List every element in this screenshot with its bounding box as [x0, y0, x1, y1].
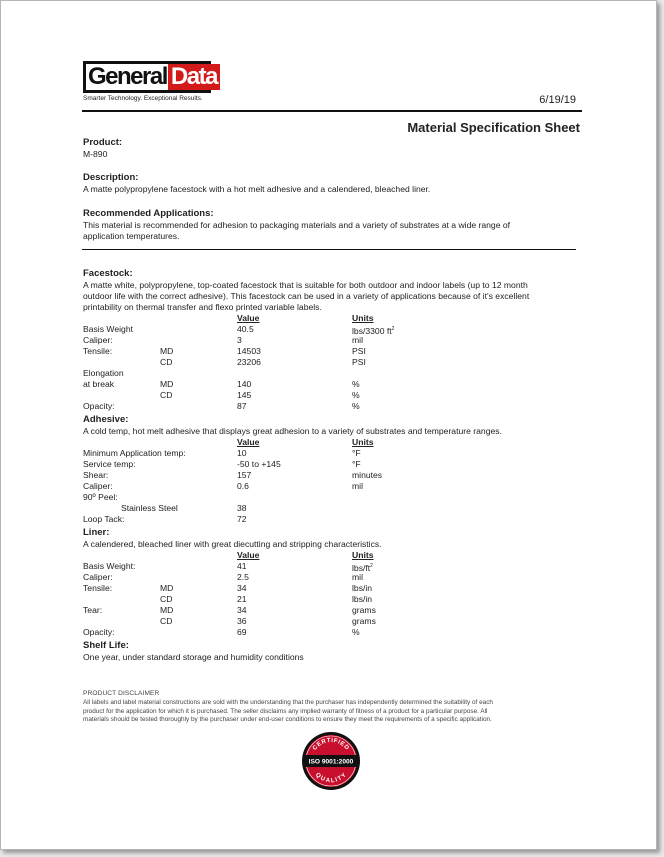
facestock-caliper-units: mil [352, 335, 363, 345]
liner-tear-cd: CD [160, 616, 173, 626]
product-heading: Product: [83, 137, 123, 148]
liner-tear-cd-value: 36 [237, 616, 247, 626]
product-value: M-890 [83, 149, 108, 159]
liner-opacity-units: % [352, 627, 360, 637]
disclaimer-heading: PRODUCT DISCLAIMER [83, 690, 160, 697]
liner-tear-cd-units: grams [352, 616, 376, 626]
shelf-life-heading: Shelf Life: [83, 640, 129, 651]
facestock-basis-units: lbs/3300 $ft^2$ [352, 326, 395, 336]
facestock-opacity-value: 87 [237, 401, 247, 411]
iso-certified-seal-icon [301, 731, 361, 791]
liner-value-header: Value [237, 550, 260, 560]
logo-tagline: Smarter Technology. Exceptional Results. [83, 95, 203, 102]
facestock-tensile-md-value: 14503 [237, 346, 261, 356]
adhesive-steel-value: 38 [237, 503, 247, 513]
facestock-elongation-md-units: % [352, 379, 360, 389]
adhesive-text: A cold temp, hot melt adhesive that displays great adhesion to a variety of substrates and temperature ranges. [83, 426, 502, 436]
liner-units-header: Units [352, 550, 374, 560]
facestock-caliper-value: 3 [237, 335, 242, 345]
section-divider [82, 249, 576, 250]
description-heading: Description: [83, 172, 139, 183]
liner-opacity-label: Opacity: [83, 627, 115, 637]
adhesive-service-label: Service temp: [83, 459, 136, 469]
liner-basis-units: lbs/$ft^2$ [352, 563, 373, 573]
facestock-line-3: printability on thermal transfer and flexo printed variable labels. [83, 302, 322, 312]
adhesive-min-app-value: 10 [237, 448, 247, 458]
header-divider [82, 110, 582, 112]
liner-tensile-cd: CD [160, 594, 173, 604]
liner-tear-label: Tear: [83, 605, 103, 615]
adhesive-min-app-label: Minimum Application temp: [83, 448, 186, 458]
facestock-line-2: outdoor life with the correct adhesive). This facestock can be used in a variety of applications because of it's excellent [83, 291, 530, 301]
adhesive-caliper-units: mil [352, 481, 363, 491]
description-text: A matte polypropylene facestock with a hot melt adhesive and a calendered, bleached liner. [83, 184, 431, 194]
adhesive-service-units: °F [352, 459, 361, 469]
facestock-elongation-md: MD [160, 379, 174, 389]
liner-opacity-value: 69 [237, 627, 247, 637]
document-date: 6/19/19 [539, 94, 576, 106]
disclaimer-text [83, 699, 583, 725]
liner-tear-md-units: grams [352, 605, 376, 615]
adhesive-caliper-label: Caliper: [83, 481, 113, 491]
adhesive-service-value: -50 to +145 [237, 459, 281, 469]
recommended-line-2: application temperatures. [83, 231, 180, 241]
liner-tensile-cd-units: lbs/in [352, 594, 373, 604]
seal-top-text: CERTIFIED [312, 737, 350, 752]
seal-middle-text: ISO 9001:2000 [308, 758, 354, 766]
liner-basis-value: 41 [237, 561, 247, 571]
facestock-line-1: A matte white, polypropylene, top-coated facestock that is suitable for both outdoor and indoor labels (up to 12 month [83, 280, 528, 290]
adhesive-units-header: Units [352, 437, 374, 447]
liner-tensile-md-units: lbs/in [352, 583, 373, 593]
disclaimer-line-3: materials should be tested thoroughly by the purchaser under end-user conditions to ensure they meet the requirements of a specific application. [83, 716, 492, 724]
adhesive-steel-label: Stainless Steel [121, 503, 178, 513]
facestock-elongation-label: Elongation [83, 368, 124, 378]
liner-tensile-cd-value: 21 [237, 594, 247, 604]
facestock-opacity-units: % [352, 401, 360, 411]
facestock-tensile-md: MD [160, 346, 174, 356]
adhesive-peel-label: 90º Peel: [83, 492, 118, 502]
adhesive-heading: Adhesive: [83, 414, 129, 425]
liner-text: A calendered, bleached liner with great diecutting and stripping characteristics. [83, 539, 382, 549]
liner-heading: Liner: [83, 527, 110, 538]
disclaimer-line-2: product for the application for which it is purchased. The seller disclaims any implied warranty of fitness of a product for a particular purpose. All [83, 707, 488, 715]
adhesive-loop-label: Loop Tack: [83, 514, 125, 524]
liner-caliper-label: Caliper: [83, 572, 113, 582]
facestock-value-header: Value [237, 313, 260, 323]
facestock-basis-label: Basis Weight [83, 324, 133, 334]
disclaimer-line-1: All labels and label material constructions are sold with the understanding that the purchaser has independently determined the suitability of each [83, 699, 493, 706]
facestock-elongation-cd-value: 145 [237, 390, 252, 400]
liner-tear-md-value: 34 [237, 605, 247, 615]
facestock-tensile-md-units: PSI [352, 346, 366, 356]
facestock-elongation-md-value: 140 [237, 379, 252, 389]
adhesive-shear-units: minutes [352, 470, 383, 480]
facestock-opacity-label: Opacity: [83, 401, 115, 411]
liner-tensile-md: MD [160, 583, 174, 593]
facestock-caliper-label: Caliper: [83, 335, 113, 345]
facestock-tensile-cd: CD [160, 357, 173, 367]
liner-tensile-md-value: 34 [237, 583, 247, 593]
adhesive-caliper-value: 0.6 [237, 481, 249, 491]
adhesive-loop-value: 72 [237, 514, 247, 524]
liner-caliper-value: 2.5 [237, 572, 249, 582]
recommended-line-1: This material is recommended for adhesion to packaging materials and a variety of substrates at a wide range of [83, 220, 511, 230]
facestock-basis-value: 40.5 [237, 324, 254, 334]
facestock-elongation-label-2: at break [83, 379, 115, 389]
seal-bottom-text: QUALITY [313, 772, 349, 785]
general-data-logo [83, 61, 217, 102]
recommended-heading: Recommended Applications: [83, 208, 214, 219]
sheet-title: Material Specification Sheet [407, 120, 580, 135]
facestock-units-header: Units [352, 313, 374, 323]
facestock-elongation-cd-units: % [352, 390, 360, 400]
facestock-tensile-label: Tensile: [83, 346, 113, 356]
facestock-tensile-cd-units: PSI [352, 357, 366, 367]
facestock-elongation-cd: CD [160, 390, 173, 400]
logo-word-general: General [88, 63, 167, 90]
adhesive-value-header: Value [237, 437, 260, 447]
liner-caliper-units: mil [352, 572, 363, 582]
facestock-tensile-cd-value: 23206 [237, 357, 261, 367]
liner-basis-label: Basis Weight: [83, 561, 136, 571]
shelf-life-text: One year, under standard storage and humidity conditions [83, 652, 304, 662]
liner-tensile-label: Tensile: [83, 583, 113, 593]
adhesive-shear-value: 157 [237, 470, 252, 480]
adhesive-shear-label: Shear: [83, 470, 109, 480]
liner-tear-md: MD [160, 605, 174, 615]
logo-word-data: Data [168, 64, 220, 90]
adhesive-min-app-units: °F [352, 448, 361, 458]
facestock-heading: Facestock: [83, 268, 133, 279]
